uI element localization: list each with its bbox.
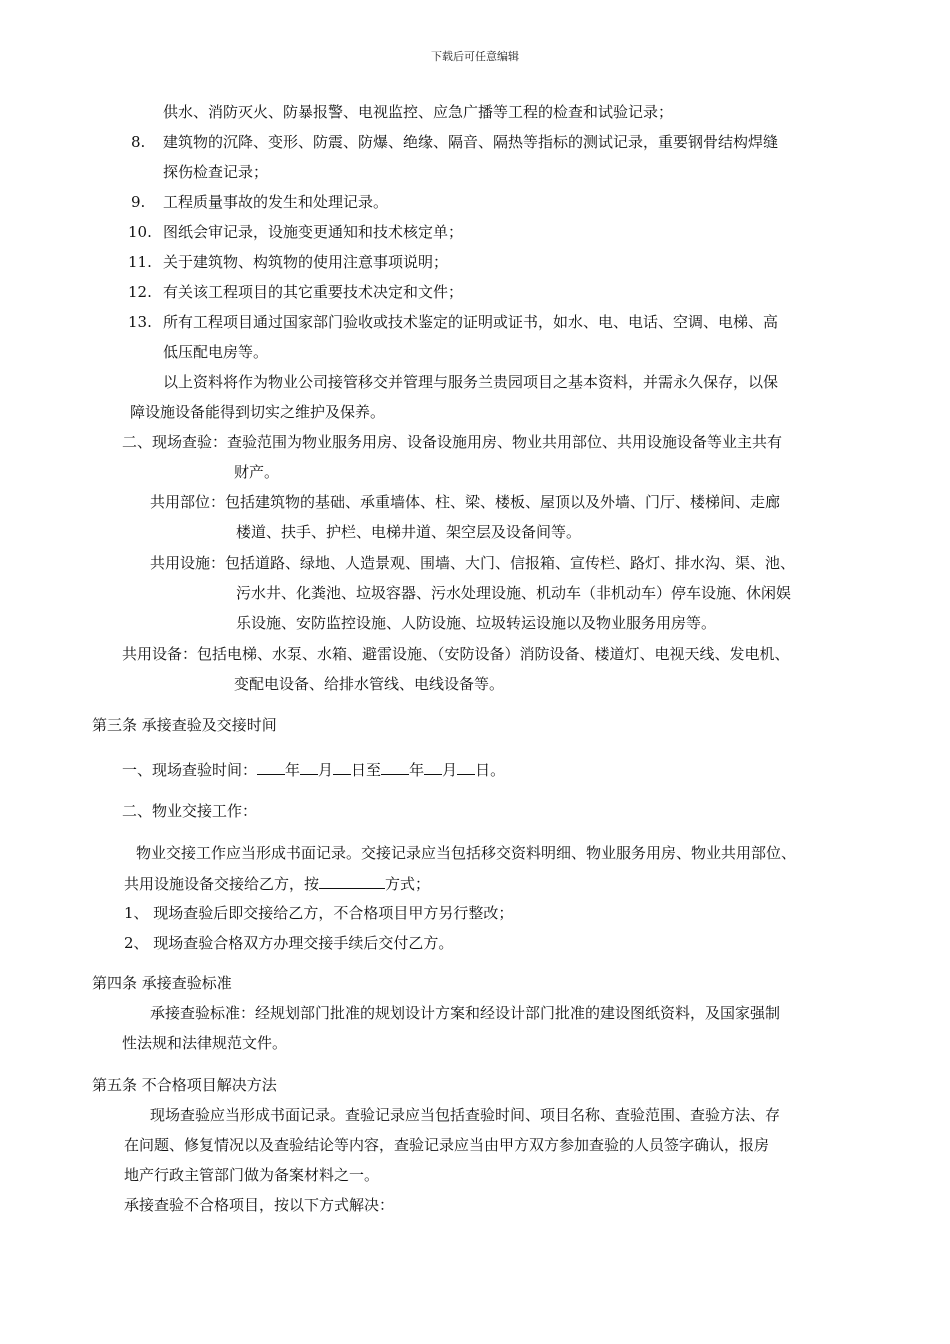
handover-method-blank	[319, 873, 385, 889]
list-item-12: 有关该工程项目的其它重要技术决定和文件；	[163, 283, 464, 301]
common-facilities-line1: 共用设施：包括道路、绿地、人造景观、围墙、大门、信报箱、宣传栏、路灯、排水沟、渠、池、	[150, 554, 796, 572]
article-5-line2: 在问题、修复情况以及查验结论等内容，查验记录应当由甲方双方参加查验的人员签字确认，报房	[124, 1136, 770, 1154]
end-day-blank	[457, 759, 475, 775]
list-item-11: 关于建筑物、构筑物的使用注意事项说明；	[163, 253, 449, 271]
article-4-title: 第四条 承接查验标准	[92, 974, 232, 992]
end-year-label: 年	[409, 761, 425, 779]
handover-line2-prefix: 共用设施设备交接给乙方，按	[124, 875, 320, 893]
list-number-11: 11.	[128, 253, 152, 271]
common-equipment-line1: 共用设备：包括电梯、水泵、水箱、避雷设施、（安防设备）消防设备、楼道灯、电视天线、发电机、	[122, 645, 790, 663]
common-facilities-line3: 乐设施、安防监控设施、人防设施、垃圾转运设施以及物业服务用房等。	[236, 614, 717, 632]
handover-option-2: 2、 现场查验合格双方办理交接手续后交付乙方。	[124, 934, 454, 952]
list-item-8-line1: 建筑物的沉降、变形、防震、防爆、绝缘、隔音、隔热等指标的测试记录，重要钢骨结构焊缝	[163, 133, 779, 151]
handover-option-1: 1、 现场查验后即交接给乙方，不合格项目甲方另行整改；	[124, 904, 514, 922]
article-5-line3: 地产行政主管部门做为备案材料之一。	[124, 1166, 380, 1184]
common-equipment-line2: 变配电设备、给排水管线、电线设备等。	[234, 675, 505, 693]
end-month-label: 月	[442, 761, 458, 779]
end-day-label: 日。	[475, 761, 506, 779]
inspection-time-line	[122, 759, 505, 780]
inspection-time-prefix: 一、现场查验时间：	[122, 761, 258, 779]
common-parts-line1: 共用部位：包括建筑物的基础、承重墙体、柱、梁、楼板、屋顶以及外墙、门厅、楼梯间、走廊	[150, 493, 781, 511]
day-to-label: 日至	[351, 761, 382, 779]
article-5-line1: 现场查验应当形成书面记录。查验记录应当包括查验时间、项目名称、查验范围、查验方法、存	[150, 1106, 781, 1124]
handover-line1: 物业交接工作应当形成书面记录。交接记录应当包括移交资料明细、物业服务用房、物业共用部位、	[136, 844, 797, 862]
start-day-blank	[333, 759, 351, 775]
list-item-7-continuation: 供水、消防灭火、防暴报警、电视监控、应急广播等工程的检查和试验记录；	[163, 103, 674, 121]
end-month-blank	[424, 759, 442, 775]
list-number-8: 8.	[131, 133, 146, 151]
list-number-12: 12.	[128, 283, 152, 301]
inspection-heading-line2: 财产。	[234, 463, 280, 481]
list-item-8-line2: 探伤检查记录；	[163, 163, 269, 181]
start-month-blank	[300, 759, 318, 775]
list-item-10: 图纸会审记录，设施变更通知和技术核定单；	[163, 223, 464, 241]
start-year-label: 年	[285, 761, 301, 779]
summary-line1: 以上资料将作为物业公司接管移交并管理与服务兰贵园项目之基本资料，并需永久保存，以保	[163, 373, 779, 391]
page-header: 下载后可任意编辑	[431, 50, 519, 63]
article-5-title: 第五条 不合格项目解决方法	[92, 1076, 277, 1094]
end-year-blank	[381, 759, 409, 775]
article-4-line1: 承接查验标准：经规划部门批准的规划设计方案和经设计部门批准的建设图纸资料，及国家强制	[150, 1004, 781, 1022]
list-number-9: 9.	[131, 193, 146, 211]
handover-title: 二、物业交接工作：	[122, 802, 258, 820]
article-4-line2: 性法规和法律规范文件。	[122, 1034, 288, 1052]
article-5-line4: 承接查验不合格项目，按以下方式解决：	[124, 1196, 395, 1214]
common-parts-line2: 楼道、扶手、护栏、电梯井道、架空层及设备间等。	[236, 523, 582, 541]
common-facilities-line2: 污水井、化粪池、垃圾容器、污水处理设施、机动车（非机动车）停车设施、休闲娱	[236, 584, 792, 602]
list-number-10: 10.	[128, 223, 152, 241]
summary-line2: 障设施设备能得到切实之维护及保养。	[130, 403, 386, 421]
start-month-label: 月	[318, 761, 334, 779]
handover-line2	[124, 873, 430, 894]
list-item-13-line1: 所有工程项目通过国家部门验收或技术鉴定的证明或证书，如水、电、电话、空调、电梯、高	[163, 313, 779, 331]
handover-line2-suffix: 方式；	[385, 875, 431, 893]
list-number-13: 13.	[128, 313, 152, 331]
inspection-heading-line1: 二、现场查验：查验范围为物业服务用房、设备设施用房、物业共用部位、共用设施设备等业主共有	[122, 433, 783, 451]
article-3-title: 第三条 承接查验及交接时间	[92, 716, 277, 734]
start-year-blank	[257, 759, 285, 775]
list-item-13-line2: 低压配电房等。	[163, 343, 269, 361]
list-item-9: 工程质量事故的发生和处理记录。	[163, 193, 389, 211]
